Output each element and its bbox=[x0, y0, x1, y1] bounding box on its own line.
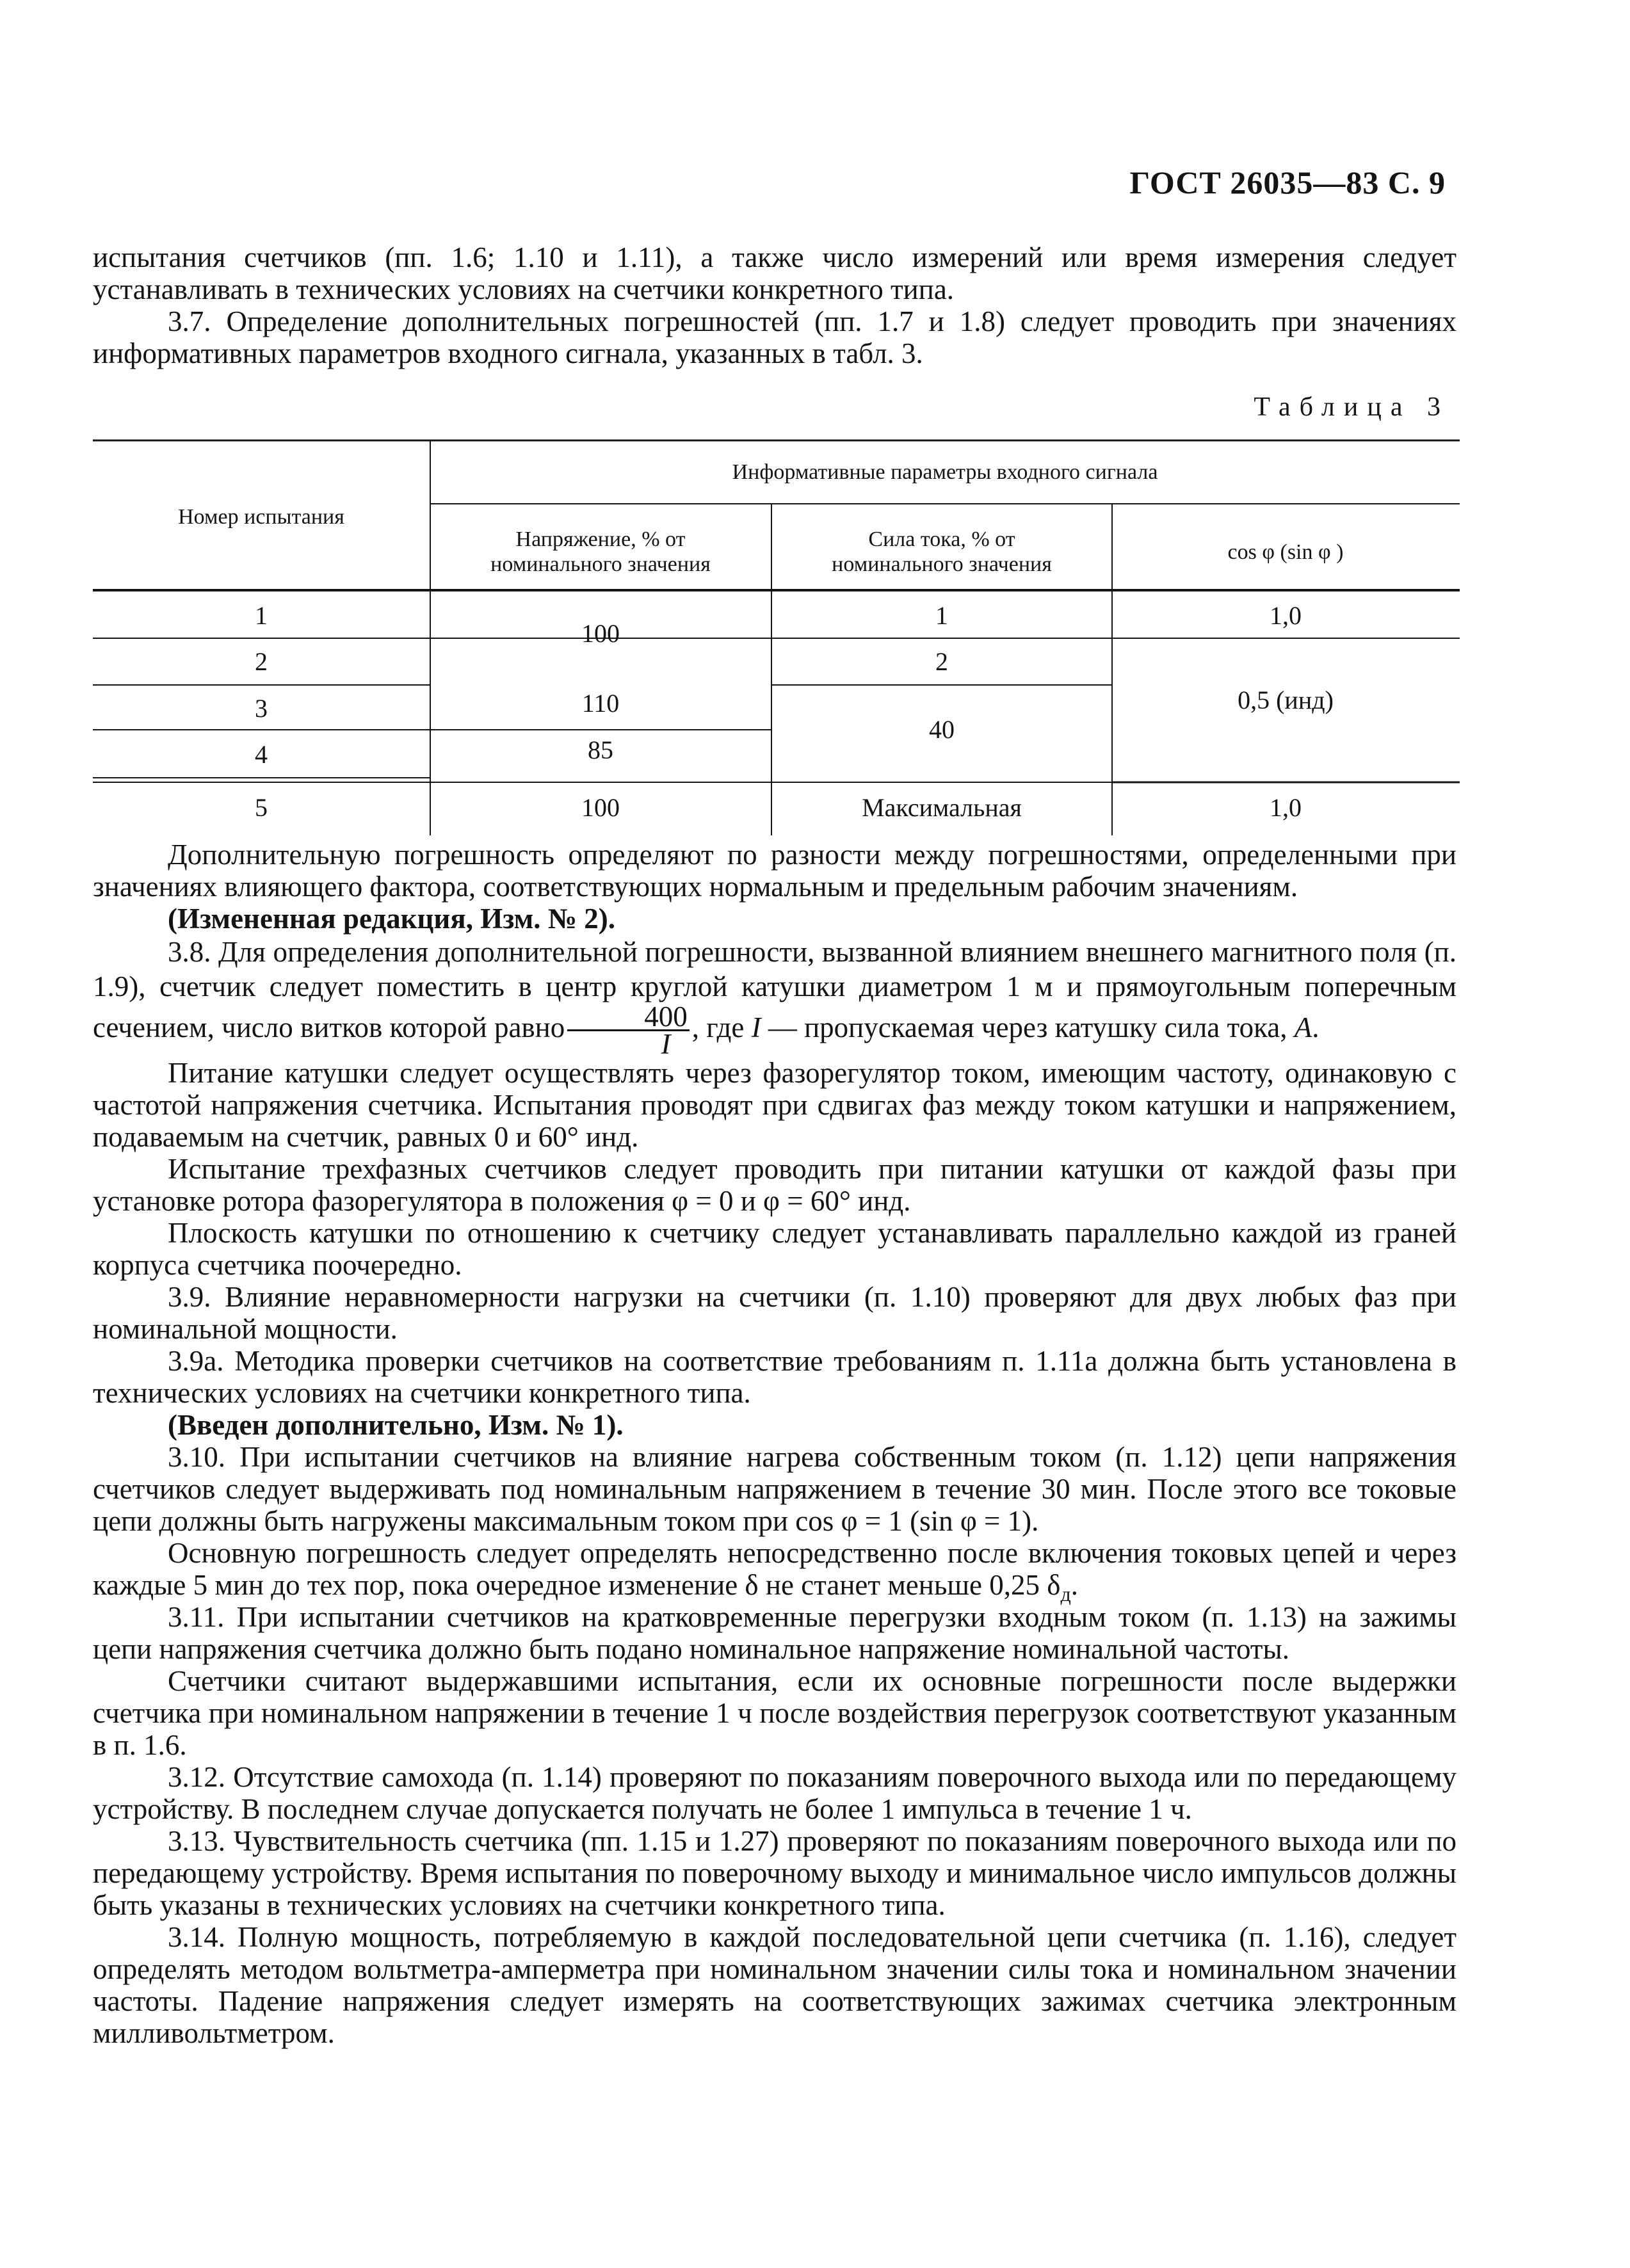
cell-current-2: 2 bbox=[935, 647, 948, 676]
cell-test-3: 3 bbox=[255, 694, 268, 723]
cell-cos-1b: 1,0 bbox=[1270, 793, 1302, 822]
th-current-2: номинального значения bbox=[832, 552, 1052, 576]
text-run: 3.8. Для определения дополнительной погрешности, вызванной влиянием внешнего магнитного поля (п. 1.9), счетчик следует поместить в центр круглой катушки диаметром 1 м и прямоугольным поперечным сечением, число витков которой равно bbox=[93, 936, 1457, 1043]
paragraph-3-14: 3.14. Полную мощность, потребляемую в каждой последовательной цепи счетчика (п. 1.16), следует определять методом вольтметра-амперметра при номинальном значении силы тока и номинальном значении частоты. Падение напряжения следует измерять на соответствующих зажимах счетчика электронным милливольтметром. bbox=[93, 1921, 1457, 2049]
amendment-note-2: (Измененная редакция, Изм. № 2). bbox=[168, 903, 616, 935]
amendment-note-1: (Введен дополнительно, Изм. № 1). bbox=[168, 1409, 624, 1441]
paragraph-main-error bbox=[93, 1537, 1457, 1605]
cell-current-40: 40 bbox=[929, 715, 955, 744]
cell-current-1: 1 bbox=[935, 601, 948, 630]
paragraph-continuation: испытания счетчиков (пп. 1.6; 1.10 и 1.11), а также число измерений или время измерения следует устанавливать в технических условиях на счетчики конкретного типа. bbox=[93, 241, 1457, 305]
cell-voltage-85: 85 bbox=[588, 736, 613, 764]
paragraph-3-9a: 3.9а. Методика проверки счетчиков на соответствие требованиям п. 1.11а должна быть установлена в технических условиях на счетчики конкретного типа. bbox=[93, 1345, 1457, 1409]
intro-text bbox=[93, 241, 1457, 369]
paragraph-coil-plane: Плоскость катушки по отношению к счетчику следует устанавливать параллельно каждой из граней корпуса счетчика поочередно. bbox=[93, 1217, 1457, 1281]
text-run: — пропускаемая через катушку сила тока, bbox=[768, 1011, 1287, 1043]
paragraph-additional-error: Дополнительную погрешность определяют по разности между погрешностями, определенными при значениях влияющего фактора, соответствующих нормальным и предельным рабочим значениям. bbox=[93, 839, 1457, 903]
table-3 bbox=[93, 438, 1460, 835]
cell-test-4: 4 bbox=[255, 740, 268, 769]
cell-voltage-110: 110 bbox=[581, 689, 620, 718]
paragraph-3-13: 3.13. Чувствительность счетчика (пп. 1.15 и 1.27) проверяют по показаниям поверочного выхода или по передающему устройству. Время испытания по поверочному выходу и минимальное число импульсов должны быть указаны в технических условиях на счетчики конкретного типа. bbox=[93, 1825, 1457, 1921]
paragraph-3-9: 3.9. Влияние неравномерности нагрузки на счетчики (п. 1.10) проверяют для двух любых фаз при номинальной мощности. bbox=[93, 1281, 1457, 1345]
body-text bbox=[93, 839, 1457, 2049]
paragraph-3-7: 3.7. Определение дополнительных погрешностей (пп. 1.7 и 1.8) следует проводить при значениях информативных параметров входного сигнала, указанных в табл. 3. bbox=[93, 305, 1457, 369]
cell-cos-1: 1,0 bbox=[1270, 601, 1302, 630]
paragraph-three-phase: Испытание трехфазных счетчиков следует проводить при питании катушки от каждой фазы при установке ротора фазорегулятора в положения φ = 0 и φ = 60° инд. bbox=[93, 1153, 1457, 1217]
cell-voltage-100-max: 100 bbox=[581, 793, 620, 822]
unit-ampere: A bbox=[1294, 1011, 1312, 1043]
paragraph-passed: Счетчики считают выдержавшими испытания, если их основные погрешности после выдержки счетчика при номинальном напряжении в течение 1 ч после воздействия перегрузок соответствуют указанным в п. 1.6. bbox=[93, 1665, 1457, 1761]
text-run: . bbox=[1070, 1569, 1078, 1601]
table-caption: Таблица 3 bbox=[1254, 392, 1449, 422]
cell-test-2: 2 bbox=[255, 647, 268, 676]
fraction-denominator: I bbox=[661, 1028, 671, 1060]
th-cos-phi: cos φ (sin φ ) bbox=[1227, 540, 1344, 564]
th-voltage-1: Напряжение, % от bbox=[515, 527, 686, 551]
cell-test-1: 1 bbox=[255, 601, 268, 630]
th-voltage-2: номинального значения bbox=[490, 552, 711, 576]
th-current-1: Сила тока, % от bbox=[868, 527, 1015, 551]
fraction-400-over-i bbox=[567, 1001, 690, 1060]
paragraph-3-8: 3.8. Для определения дополнительной погрешности, вызванной влиянием внешнего магнитного поля (п. 1.9), счетчик следует поместить в центр круглой катушки диаметром 1 м и прямоугольным поперечным сечением, число витков которой равно $\frac{400}{I}$ , где I — пропускаемая через катушку сила тока, A. bbox=[93, 936, 1457, 1060]
paragraph-coil-power: Питание катушки следует осуществлять через фазорегулятор током, имеющим частоту, одинаковую с частотой напряжения счетчика. Испытания проводят при сдвигах фаз между током катушки и напряжением, подаваемым на счетчик, равных 0 и 60° инд. bbox=[93, 1057, 1457, 1153]
th-group: Информативные параметры входного сигнала bbox=[732, 460, 1158, 484]
fraction-numerator: 400 bbox=[567, 1004, 690, 1031]
paragraph-3-10: 3.10. При испытании счетчиков на влияние нагрева собственным током (п. 1.12) цепи напряжения счетчиков следует выдерживать под номинальным напряжением в течение 30 мин. После этого все токовые цепи должны быть нагружены максимальным током при cos φ = 1 (sin φ = 1). bbox=[93, 1441, 1457, 1537]
page-header: ГОСТ 26035—83 С. 9 bbox=[1129, 165, 1446, 200]
cell-cos-05: 0,5 (инд) bbox=[1238, 686, 1334, 714]
cell-current-max: Максимальная bbox=[862, 793, 1022, 822]
variable-i: I bbox=[751, 1011, 761, 1043]
th-test-number: Номер испытания bbox=[178, 505, 344, 529]
text-run: Основную погрешность следует определять непосредственно после включения токовых цепей и через каждые 5 мин до тех пор, пока очередное изменение δ не станет меньше 0,25 δ bbox=[93, 1537, 1457, 1601]
cell-test-5: 5 bbox=[255, 793, 268, 822]
subscript-d: д bbox=[1060, 1582, 1071, 1605]
cell-voltage-100: 100 bbox=[581, 619, 620, 648]
text-run: , где bbox=[691, 1011, 745, 1043]
paragraph-3-11: 3.11. При испытании счетчиков на кратковременные перегрузки входным током (п. 1.13) на зажимы цепи напряжения счетчика должно быть подано номинальное напряжение номинальной частоты. bbox=[93, 1601, 1457, 1665]
paragraph-3-12: 3.12. Отсутствие самохода (п. 1.14) проверяют по показаниям поверочного выхода или по передающему устройству. В последнем случае допускается получать не более 1 импульса в течение 1 ч. bbox=[93, 1761, 1457, 1825]
